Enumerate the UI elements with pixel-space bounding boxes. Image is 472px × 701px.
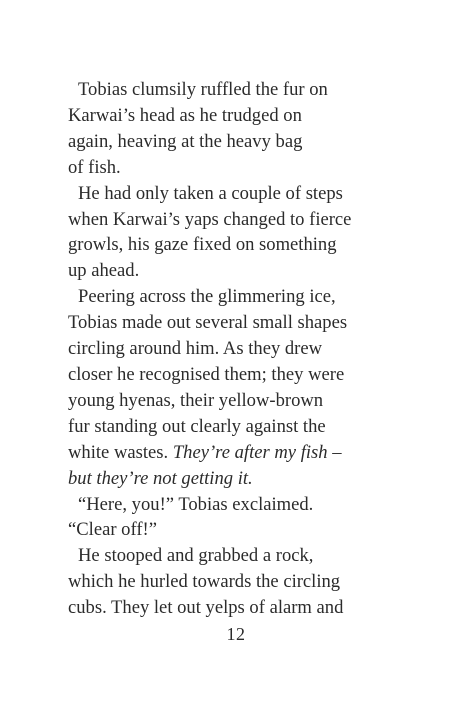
text-line: Karwai’s head as he trudged on	[68, 104, 302, 126]
text-line: closer he recognised them; they were	[68, 363, 345, 385]
text-line: He had only taken a couple of steps	[78, 182, 343, 204]
text-line: fur standing out clearly against the	[68, 415, 326, 437]
text-line: “Here, you!” Tobias exclaimed.	[78, 493, 314, 515]
text-run: white wastes.	[68, 441, 173, 463]
text-line: again, heaving at the heavy bag	[68, 130, 303, 152]
text-line: Tobias made out several small shapes	[68, 312, 348, 334]
text-line: which he hurled towards the circling	[68, 571, 341, 593]
text-line: cubs. They let out yelps of alarm and	[68, 597, 344, 619]
text-line: growls, his gaze fixed on something	[68, 234, 337, 256]
italic-thought: but they’re not getting it.	[68, 467, 253, 489]
text-line: Tobias clumsily ruffled the fur on	[78, 79, 328, 100]
text-line: when Karwai’s yaps changed to fierce	[68, 208, 352, 230]
text-line: Peering across the glimmering ice,	[78, 286, 336, 308]
text-line: of fish.	[68, 156, 121, 178]
text-line: “Clear off!”	[68, 519, 157, 541]
text-line: up ahead.	[68, 260, 140, 282]
italic-thought: They’re after my fish –	[172, 441, 342, 463]
body-text	[68, 77, 398, 621]
text-line: He stooped and grabbed a rock,	[78, 545, 314, 567]
page-number: 12	[226, 624, 246, 644]
text-line: circling around him. As they drew	[68, 338, 323, 360]
text-line: young hyenas, their yellow-brown	[68, 389, 324, 411]
text-line	[68, 440, 398, 466]
